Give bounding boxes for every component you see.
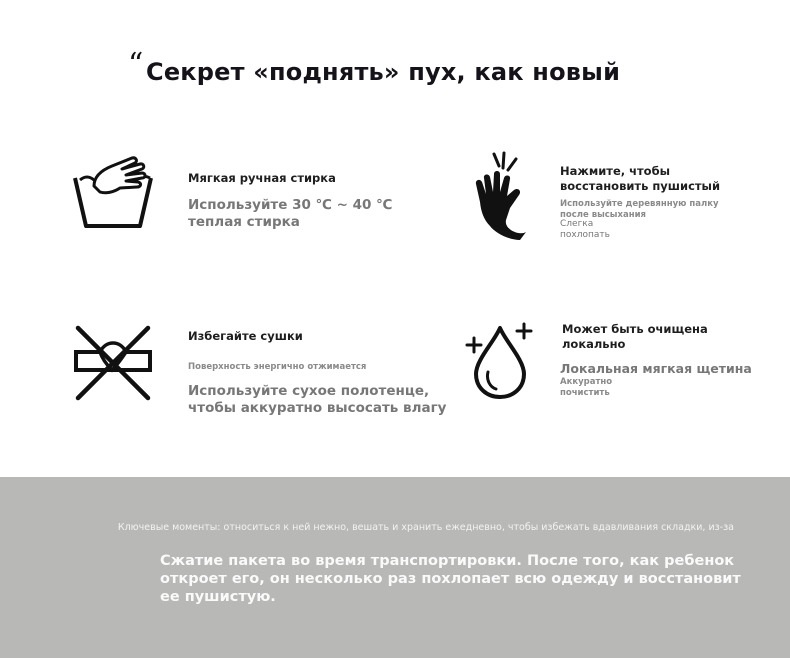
item-4-sub-line1: Аккуратно: [560, 377, 613, 387]
page-title: Секрет «поднять» пух, как новый: [146, 58, 621, 86]
footer-main-text: Сжатие пакета во время транспортировки. После того, как ребенок откроет его, он несколько раз похлопает всю одежду и восстановит ее пушистую.: [160, 553, 741, 605]
item-2-heading-line1: Нажмите, чтобы: [560, 164, 671, 178]
water-drop-plus-icon: [464, 322, 536, 402]
item-2-heading-line2: восстановить пушистый: [560, 179, 721, 193]
item-3-heading: Избегайте сушки: [188, 329, 303, 343]
item-1-line2: теплая стирка: [188, 214, 300, 230]
item-4-heading-line1: Может быть очищена: [562, 322, 708, 336]
item-3-small: Поверхность энергично отжимается: [188, 362, 367, 372]
footer-note: Ключевые моменты: относиться к ней нежно, вешать и хранить ежедневно, чтобы избежать вдавливания складки, из-за: [117, 522, 734, 533]
item-1-line1: Используйте 30 ℃ ~ 40 ℃: [188, 197, 393, 213]
quote-mark: “: [128, 47, 144, 82]
item-2-sub-line4: похлопать: [560, 230, 610, 240]
do-not-tumble-dry-icon: [72, 324, 154, 402]
item-3-line2: чтобы аккуратно высосать влагу: [188, 400, 447, 416]
hand-wash-icon: [72, 156, 154, 230]
item-3-line1: Используйте сухое полотенце,: [188, 383, 430, 399]
item-1-heading: Мягкая ручная стирка: [188, 171, 336, 185]
item-4-line1: Локальная мягкая щетина: [560, 361, 752, 376]
pat-hand-icon: [470, 150, 530, 242]
item-4-sub-line2: почистить: [560, 388, 610, 398]
item-2-sub-line3: Слегка: [560, 219, 594, 229]
item-4-heading-line2: локально: [562, 337, 626, 351]
item-2-sub-line1: Используйте деревянную палку: [560, 199, 719, 209]
item-2-sub-line2: после высыхания: [560, 210, 646, 220]
